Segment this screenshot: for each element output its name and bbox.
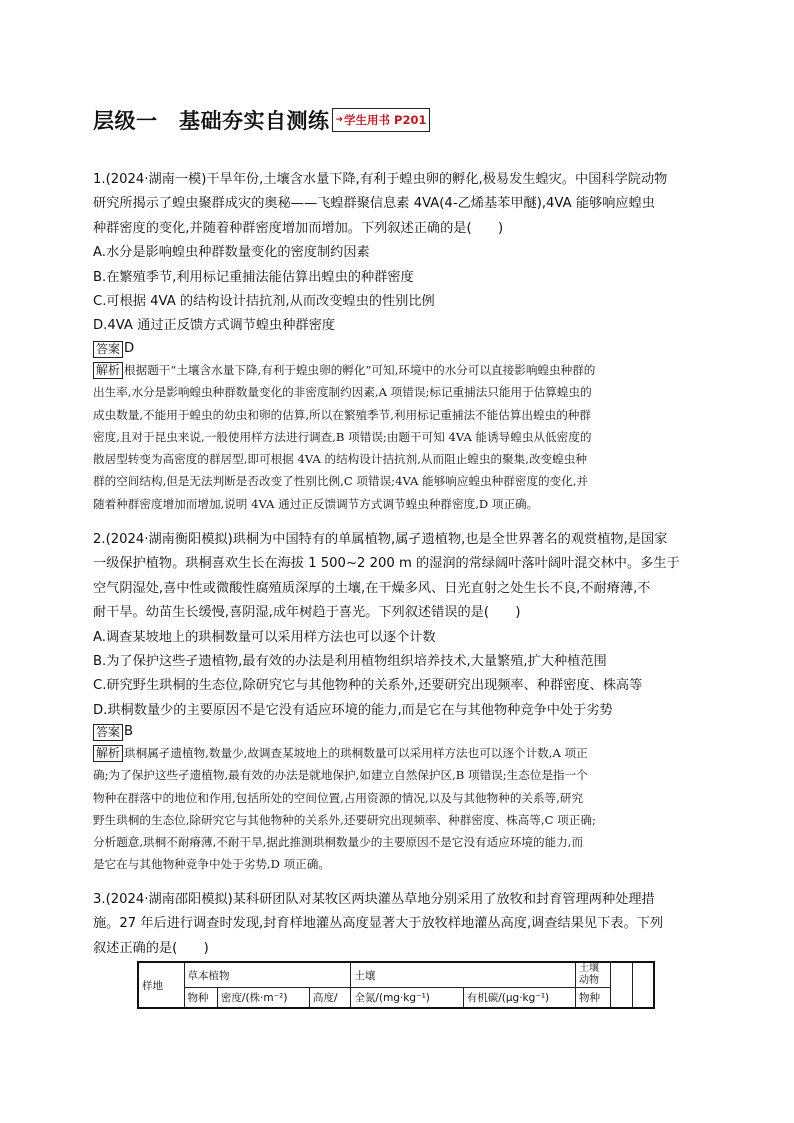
question-1-line-1: 1.(2024·湖南一模)干旱年份,土壤含水量下降,有利于蝗虫卵的孵化,极易发生蝗灾。中国科学院动物 xyxy=(93,172,668,187)
table-header-row-1 xyxy=(138,962,654,988)
explanation-line-6: 是它在与其他物种竞争中处于劣势,D 项正确。 xyxy=(93,857,330,872)
question-1 xyxy=(93,168,705,339)
section-title: 层级一 基础夯实自测练 xyxy=(93,109,330,133)
explanation-line-2: 确;为了保护这些孑遗植物,最有效的办法是就地保护,如建立自然保护区,B 项错误;生态位是指一个 xyxy=(93,768,588,783)
table-header-animal-species: 物种 xyxy=(576,988,611,1009)
question-1-line-2: 研究所揭示了蝗虫聚群成灾的奥秘——飞蝗群聚信息素 4VA(4-乙烯基苯甲醚),4VA 能够响应蝗虫 xyxy=(93,196,655,212)
question-3-line-2: 施。27 年后进行调查时发现,封育样地灌丛高度显著大于放牧样地灌丛高度,调查结果见下表。下列 xyxy=(93,916,664,932)
table-header-herb-plants: 草本植物 xyxy=(184,962,351,988)
question-3-line-1: 3.(2024·湖南邵阳模拟)某科研团队对某牧区两块灌丛草地分别采用了放牧和封育管理两种处理措 xyxy=(93,892,655,907)
question-1-explanation xyxy=(93,359,705,515)
question-1-option-b: B.在繁殖季节,利用标记重捕法能估算出蝗虫的种群密度 xyxy=(93,269,414,285)
table-header-height: 高度/ xyxy=(309,988,350,1009)
question-3-line-3: 叙述正确的是( ) xyxy=(93,940,209,956)
explanation-line-1: 根据题干“土壤含水量下降,有利于蝗虫卵的孵化”可知,环境中的水分可以直接影响蝗虫种群的 xyxy=(124,363,596,377)
question-2-option-a: A.调查某坡地上的珙桐数量可以采用样方法也可以逐个计数 xyxy=(93,629,436,645)
table-header-organic-carbon: 有机碳/(μg·kg⁻¹) xyxy=(463,988,575,1009)
explanation-line-5: 分析题意,珙桐不耐瘠薄,不耐干旱,据此推测珙桐数量少的主要原因不是它没有适应环境的能力,而 xyxy=(93,835,584,850)
question-2-option-c: C.研究野生珙桐的生态位,除研究它与其他物种的关系外,还要研究出现频率、种群密度、株高等 xyxy=(93,678,643,694)
explanation-line-7: 随着种群密度增加而增加,说明 4VA 通过正反馈调节方式调节蝗虫种群密度,D 项正确。 xyxy=(93,496,539,511)
question-2 xyxy=(93,528,705,723)
explanation-line-5: 散居型转变为高密度的群居型,即可根据 4VA 的结构设计拮抗剂,从而阻止蝗虫的聚集,改变蝗虫种 xyxy=(93,452,587,467)
table-header-soil-animals: 土壤动物 xyxy=(576,962,611,988)
table-header-row-2 xyxy=(138,988,654,1009)
question-1-option-d: D.4VA 通过正反馈方式调节蝗虫种群密度 xyxy=(93,318,335,334)
question-2-line-4: 耐干旱。幼苗生长缓慢,喜阴湿,成年树趋于喜光。下列叙述错误的是( ) xyxy=(93,605,521,621)
table-header-soil: 土壤 xyxy=(351,962,576,988)
question-2-option-d: D.珙桐数量少的主要原因不是它没有适应环境的能力,而是它在与其他物种竞争中处于劣势 xyxy=(93,702,613,718)
question-2-line-2: 一级保护植物。珙桐喜欢生长在海拔 1 500~2 200 m 的湿润的常绿阔叶落叶阔叶混交林中。多生于 xyxy=(93,556,680,572)
table-header-density: 密度/(株·m⁻²) xyxy=(217,988,309,1009)
section-header xyxy=(93,103,430,137)
table-header-species: 物种 xyxy=(184,988,217,1009)
table-empty-cell xyxy=(632,962,654,1008)
answer-tag: 答案 xyxy=(93,341,123,358)
explanation-line-4: 密度,且对于昆虫来说,一般使用样方法进行调查,B 项错误;由题干可知 4VA 能诱导蝗虫从低密度的 xyxy=(93,429,592,444)
question-2-explanation xyxy=(93,742,705,876)
question-1-line-3: 种群密度的变化,并随着种群密度增加而增加。下列叙述正确的是( ) xyxy=(93,220,504,236)
student-book-page-label: 学生用书 P201 xyxy=(344,113,427,127)
table-header-total-nitrogen: 全氮/(mg·kg⁻¹) xyxy=(351,988,463,1009)
question-2-option-b: B.为了保护这些孑遗植物,最有效的办法是利用植物组织培养技术,大量繁殖,扩大种植范围 xyxy=(93,654,607,670)
explanation-line-2: 出生率,水分是影响蝗虫种群数量变化的非密度制约因素,A 项错误;标记重捕法只能用于估算蝗虫的 xyxy=(93,385,592,400)
explanation-line-6: 群的空间结构,但是无法判断是否改变了性别比例,C 项错误;4VA 能够响应蝗虫种群密度的变化,并 xyxy=(93,474,589,489)
explanation-line-3: 成虫数量,不能用于蝗虫的幼虫和卵的估算,所以在繁殖季节,利用标记重捕法不能估算出蝗虫的种群 xyxy=(93,407,591,422)
explanation-tag: 解析 xyxy=(93,362,123,379)
explanation-line-4: 野生珙桐的生态位,除研究它与其他物种的关系外,还要研究出现频率、种群密度、株高等,C 项正确; xyxy=(93,812,596,827)
answer-tag: 答案 xyxy=(93,724,123,741)
arrow-right-icon: ➜ xyxy=(335,115,344,125)
survey-results-table xyxy=(137,961,655,1009)
explanation-tag: 解析 xyxy=(93,745,123,762)
question-1-option-c: C.可根据 4VA 的结构设计拮抗剂,从而改变蝗虫的性别比例 xyxy=(93,294,435,310)
question-3 xyxy=(93,888,705,961)
student-book-page-tag xyxy=(332,108,431,132)
question-2-line-3: 空气阴湿处,喜中性或微酸性腐殖质深厚的土壤,在干燥多风、日光直射之处生长不良,不耐瘠薄,不 xyxy=(93,580,651,596)
answer-value: B xyxy=(124,724,134,739)
question-2-line-1: 2.(2024·湖南衡阳模拟)珙桐为中国特有的单属植物,属孑遗植物,也是全世界著名的观赏植物,是国家 xyxy=(93,532,668,547)
explanation-line-3: 物种在群落中的地位和作用,包括所处的空间位置,占用资源的情况,以及与其他物种的关系等,研究 xyxy=(93,790,584,805)
question-1-option-a: A.水分是影响蝗虫种群数量变化的密度制约因素 xyxy=(93,245,370,261)
question-1-answer xyxy=(93,338,705,360)
question-2-answer xyxy=(93,721,705,743)
answer-value: D xyxy=(124,341,135,356)
explanation-line-1: 珙桐属孑遗植物,数量少,故调查某坡地上的珙桐数量可以采用样方法也可以逐个计数,A 项正 xyxy=(124,746,588,760)
table-header-sample-site: 样地 xyxy=(138,962,184,1008)
table-empty-cell xyxy=(611,962,632,1008)
